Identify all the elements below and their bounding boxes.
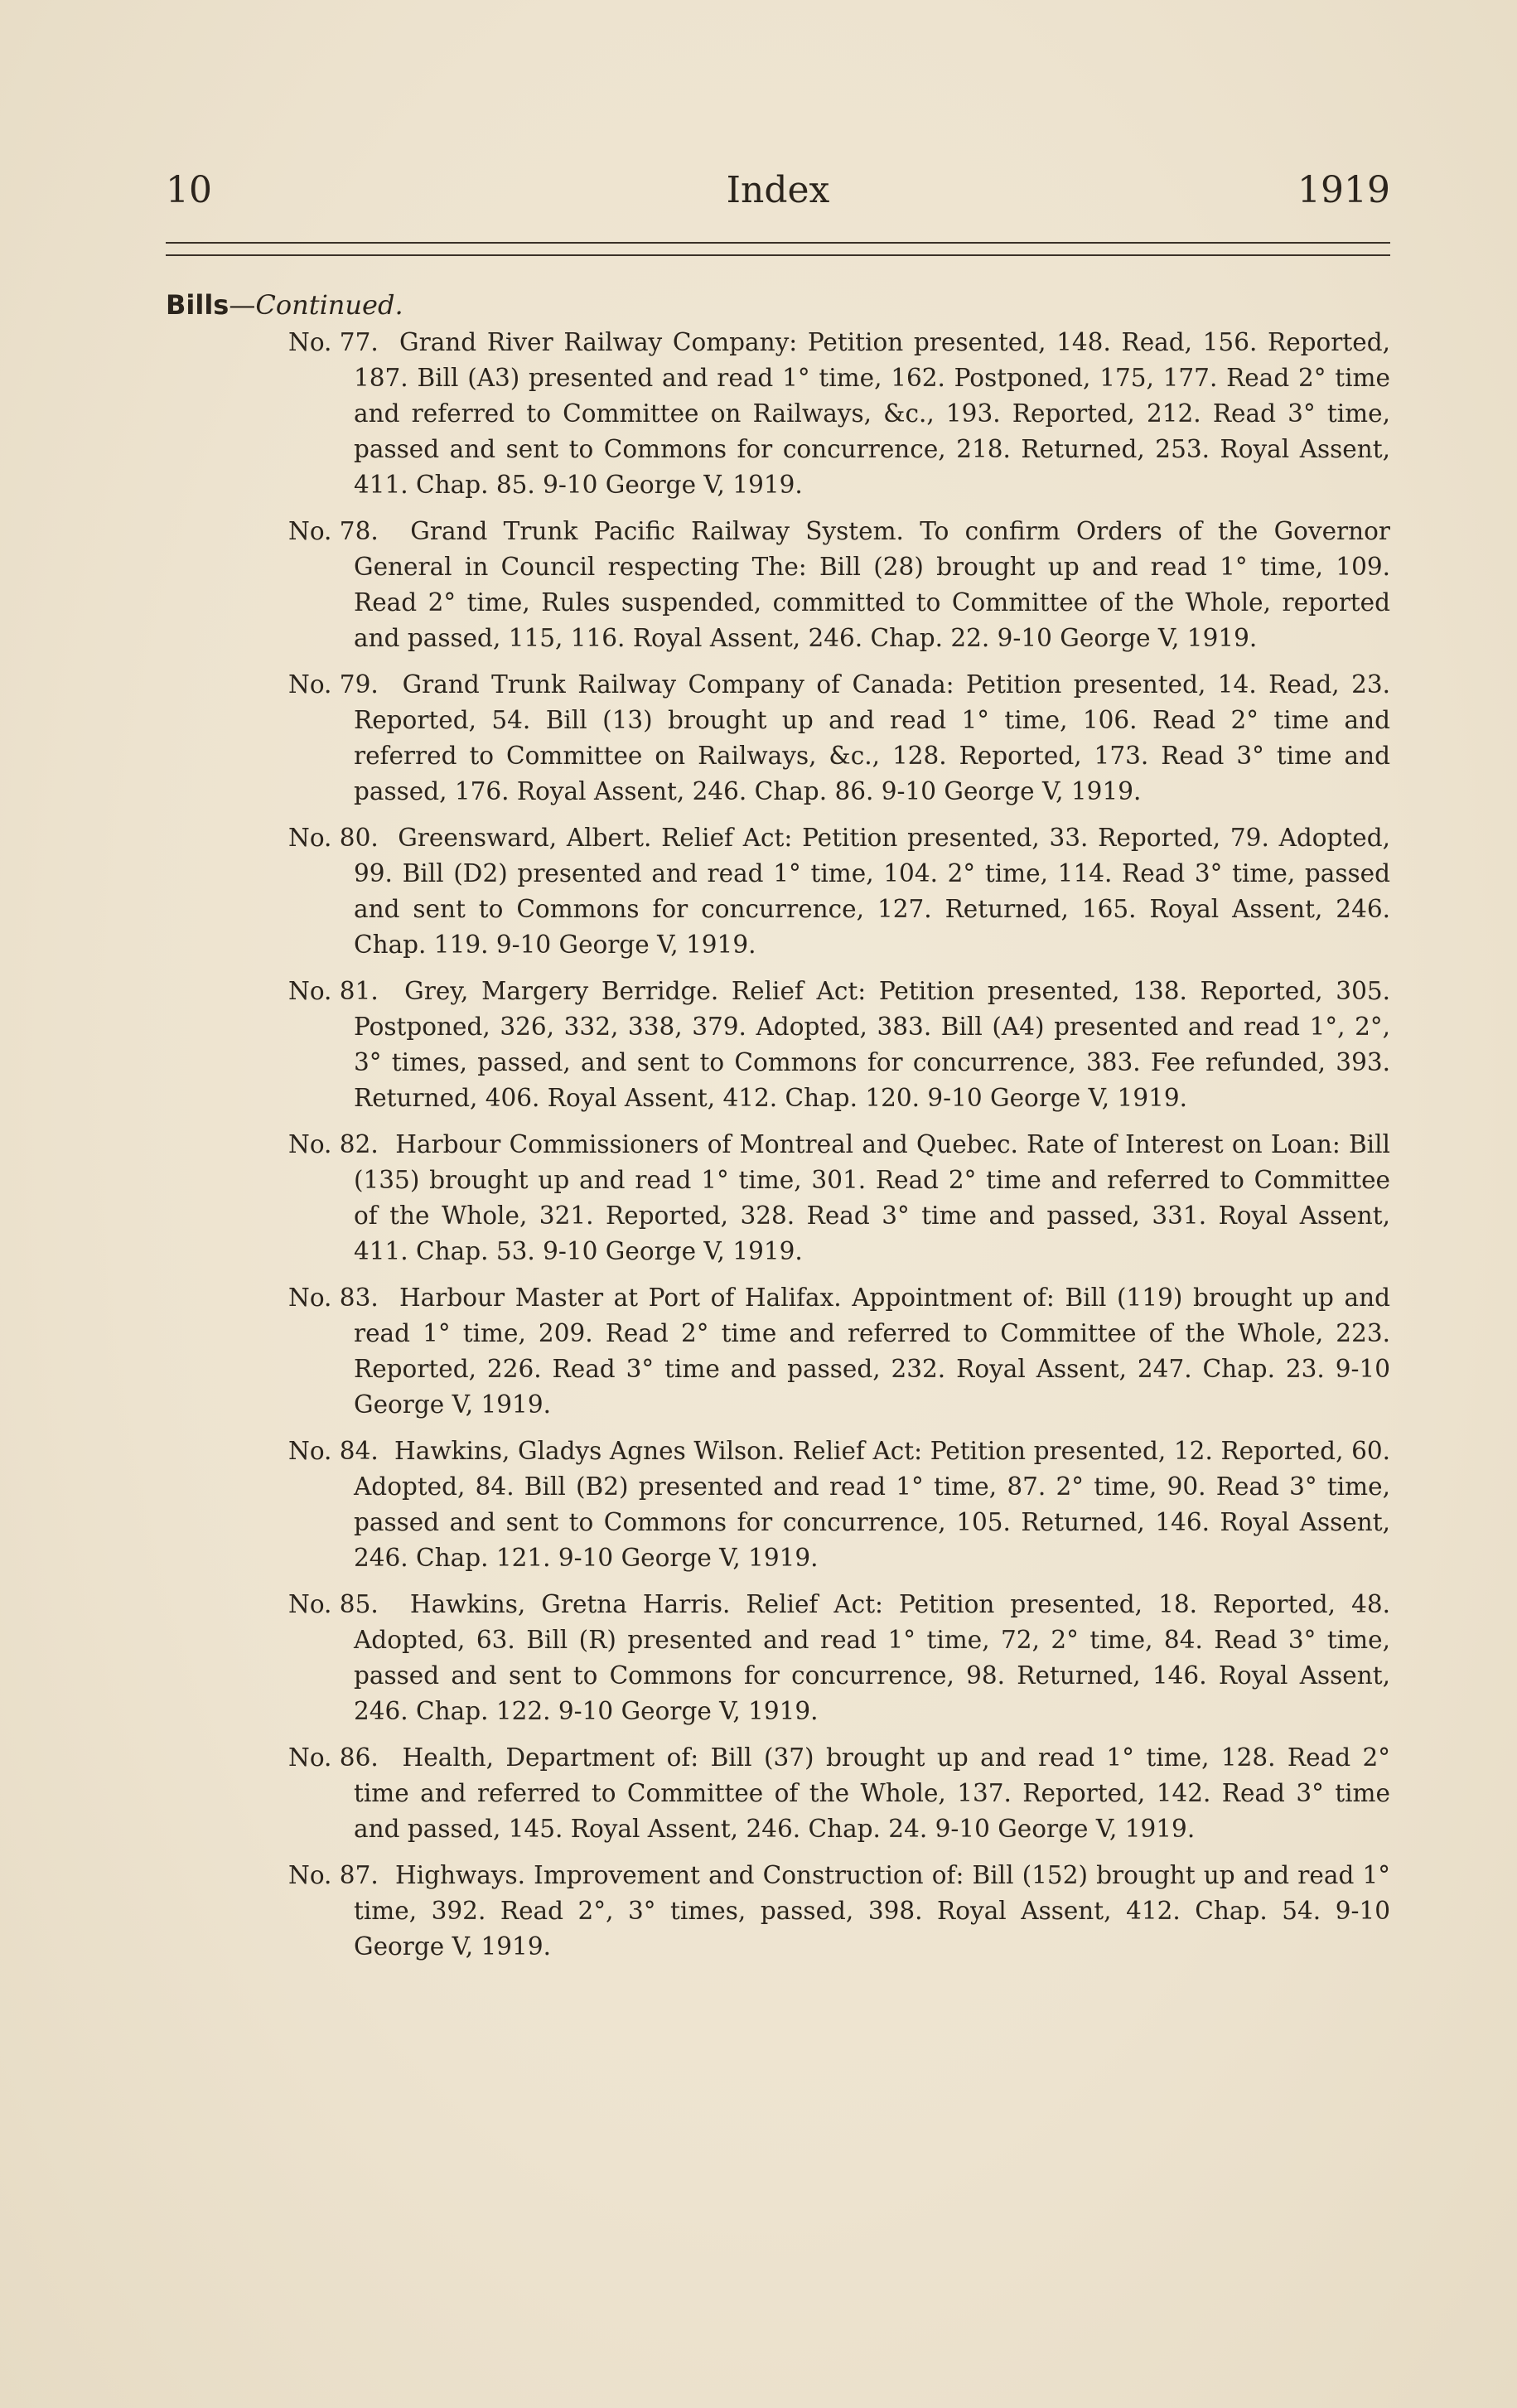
bill-text: Grand Trunk Railway Company of Canada: Petition presented, 14. Read, 23. Reported, 54. Bill (13) brought up and read 1° time, 106. Read 2° time and referred to Committee on Railways, &c., 128. Reported, 173. Read 3° time and passed, 176. Royal Assent, 246. Chap. 86. 9-10 George V, 1919. [354,670,1390,805]
bill-number: No. 83. [288,1284,379,1312]
bill-number: No. 87. [288,1861,379,1889]
header-rule-bottom [166,254,1390,256]
bill-text: Grand Trunk Pacific Railway System. To confirm Orders of the Governor General in Council respecting The: Bill (28) brought up and read 1° time, 109. Read 2° time, Rules suspended, committed to Committee of the Whole, reported and passed, 115, 116. Royal Assent, 246. Chap. 22. 9-10 George V, 1919. [354,517,1390,652]
bill-entry-82 [288,1127,1390,1269]
bill-number: No. 85. [288,1590,379,1618]
page-number: 10 [166,169,212,211]
bill-number: No. 79. [288,670,379,699]
header-rule-top [166,242,1390,244]
bill-text: Hawkins, Gretna Harris. Relief Act: Petition presented, 18. Reported, 48. Adopted, 63. Bill (R) presented and read 1° time, 72, 2° time, 84. Read 3° time, passed and sent to Commons for concurrence, 98. Returned, 146. Royal Assent, 246. Chap. 122. 9-10 George V, 1919. [354,1590,1390,1725]
bill-text: Highways. Improvement and Construction of: Bill (152) brought up and read 1° time, 392. Read 2°, 3° times, passed, 398. Royal Assent, 412. Chap. 54. 9-10 George V, 1919. [354,1861,1390,1961]
bill-entry-86 [288,1740,1390,1847]
bill-text: Harbour Master at Port of Halifax. Appointment of: Bill (119) brought up and read 1° time, 209. Read 2° time and referred to Committee of the Whole, 223. Reported, 226. Read 3° time and passed, 232. Royal Assent, 247. Chap. 23. 9-10 George V, 1919. [354,1284,1390,1419]
page-title: Index [726,169,830,211]
bill-text: Greensward, Albert. Relief Act: Petition presented, 33. Reported, 79. Adopted, 99. Bill (D2) presented and read 1° time, 104. 2° time, 114. Read 3° time, passed and sent to Commons for concurrence, 127. Returned, 165. Royal Assent, 246. Chap. 119. 9-10 George V, 1919. [354,824,1390,959]
bill-text: Health, Department of: Bill (37) brought up and read 1° time, 128. Read 2° time and referred to Committee of the Whole, 137. Reported, 142. Read 3° time and passed, 145. Royal Assent, 246. Chap. 24. 9-10 George V, 1919. [354,1743,1390,1843]
bill-entry-79 [288,667,1390,810]
bill-number: No. 80. [288,824,379,852]
bill-entry-87 [288,1858,1390,1965]
section-dash: — [229,289,256,321]
bill-text: Grey, Margery Berridge. Relief Act: Petition presented, 138. Reported, 305. Postponed, 326, 332, 338, 379. Adopted, 383. Bill (A4) presented and read 1°, 2°, 3° times, passed, and sent to Commons for concurrence, 383. Fee refunded, 393. Returned, 406. Royal Assent, 412. Chap. 120. 9-10 George V, 1919. [354,977,1390,1112]
bill-entry-77 [288,325,1390,503]
bill-entry-84 [288,1434,1390,1576]
section-heading [166,286,403,324]
bill-entries-list [288,325,1390,1975]
bill-entry-83 [288,1280,1390,1423]
bill-text: Hawkins, Gladys Agnes Wilson. Relief Act: Petition presented, 12. Reported, 60. Adopted, 84. Bill (B2) presented and read 1° time, 87. 2° time, 90. Read 3° time, passed and sent to Commons for concurrence, 105. Returned, 146. Royal Assent, 246. Chap. 121. 9-10 George V, 1919. [354,1437,1390,1572]
bill-number: No. 86. [288,1743,379,1772]
page-year: 1919 [1297,169,1390,211]
section-title: Bills [166,289,229,321]
bill-number: No. 78. [288,517,379,545]
page-header [166,162,1390,220]
bill-text: Grand River Railway Company: Petition presented, 148. Read, 156. Reported, 187. Bill (A3) presented and read 1° time, 162. Postponed, 175, 177. Read 2° time and referred to Committee on Railways, &c., 193. Reported, 212. Read 3° time, passed and sent to Commons for concurrence, 218. Returned, 253. Royal Assent, 411. Chap. 85. 9-10 George V, 1919. [354,328,1390,499]
bill-entry-80 [288,820,1390,963]
bill-entry-81 [288,974,1390,1116]
bill-entry-78 [288,514,1390,656]
section-continued: Continued. [255,289,403,321]
bill-entry-85 [288,1587,1390,1729]
bill-number: No. 81. [288,977,379,1005]
bill-text: Harbour Commissioners of Montreal and Quebec. Rate of Interest on Loan: Bill (135) brought up and read 1° time, 301. Read 2° time and referred to Committee of the Whole, 321. Reported, 328. Read 3° time and passed, 331. Royal Assent, 411. Chap. 53. 9-10 George V, 1919. [354,1130,1390,1265]
bill-number: No. 84. [288,1437,379,1465]
bill-number: No. 77. [288,328,379,356]
bill-number: No. 82. [288,1130,379,1158]
